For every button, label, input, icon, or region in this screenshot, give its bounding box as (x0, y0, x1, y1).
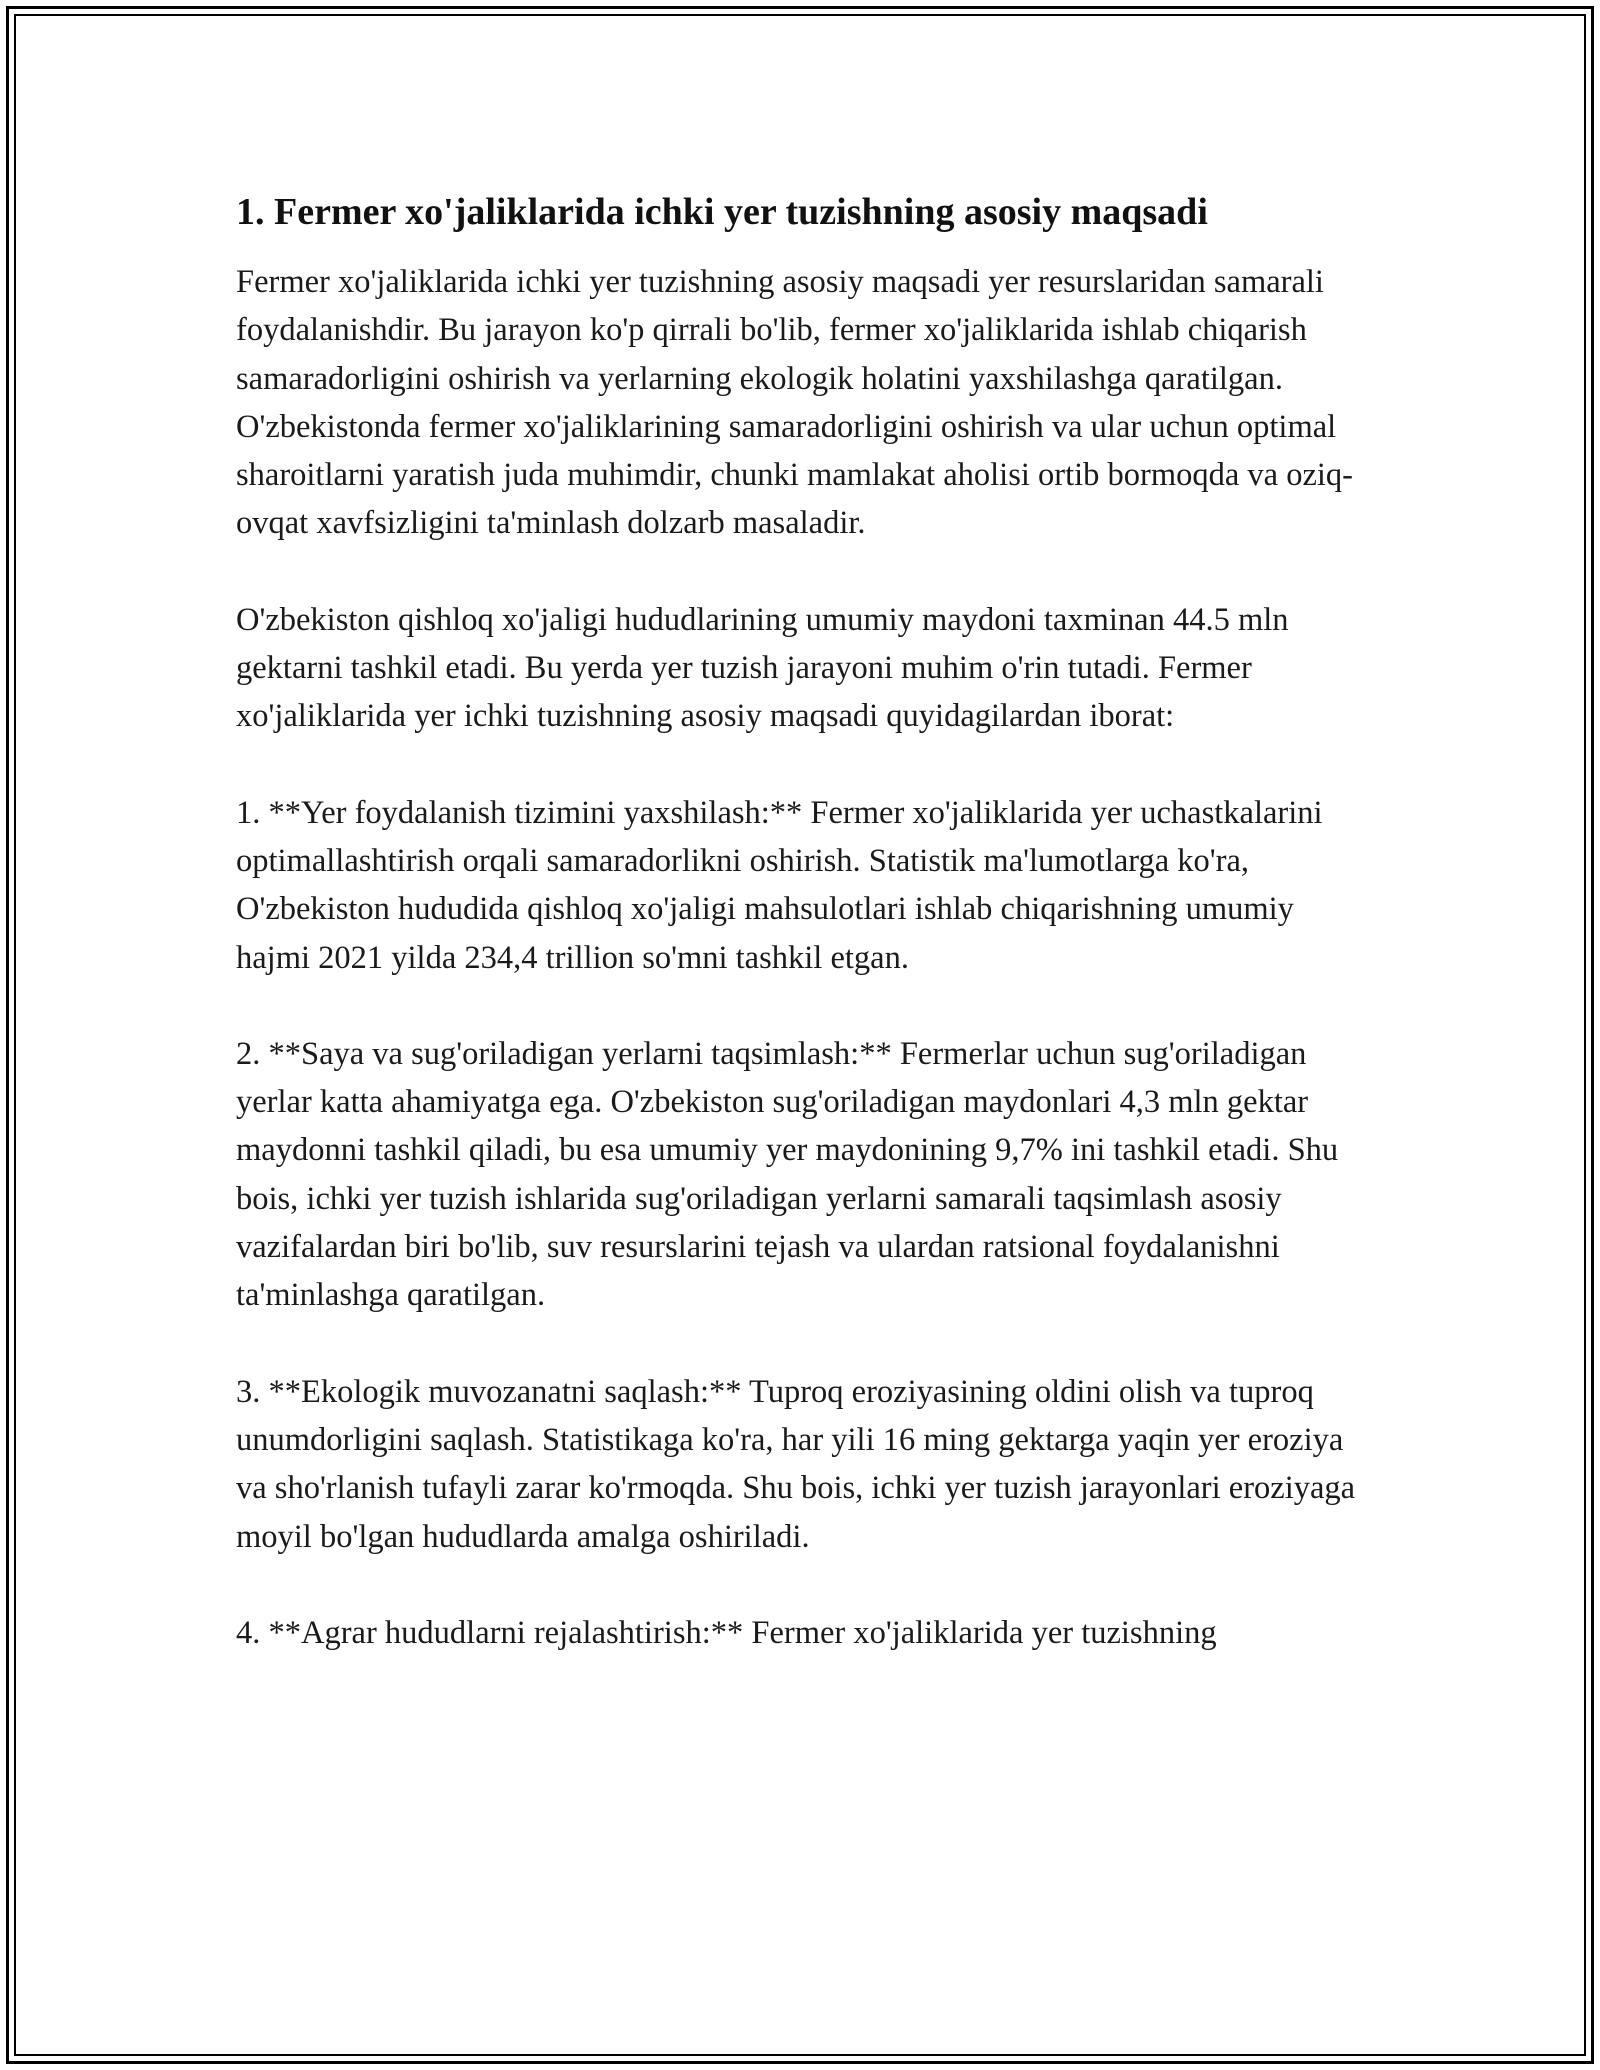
list-item-3: 3. **Ekologik muvozanatni saqlash:** Tuproq eroziyasining oldini olish va tuproq unumdorligini saqlash. Statistikaga ko'ra, har yili 16 ming gektarga yaqin yer eroziya va sho'rlanish tufayli zarar ko'rmoqda. Shu bois, ichki yer tuzish jarayonlari eroziyaga moyil bo'lgan hududlarda amalga oshiriladi. (236, 1373, 1356, 1555)
document-body (236, 186, 1366, 1705)
section-heading: 1. Fermer xo'jaliklarida ichki yer tuzishning asosiy maqsadi (236, 191, 1208, 233)
paragraph-area: O'zbekiston qishloq xo'jaligi hududlarining umumiy maydoni taxminan 44.5 mln gektarni tashkil etadi. Bu yerda yer tuzish jarayoni muhim o'rin tutadi. Fermer xo'jaliklarida yer ichki tuzishning asosiy maqsadi quyidagilardan iborat: (236, 601, 1289, 735)
paragraph-intro: Fermer xo'jaliklarida ichki yer tuzishning asosiy maqsadi yer resurslaridan samarali foydalanishdir. Bu jarayon ko'p qirrali bo'lib, fermer xo'jaliklarida ishlab chiqarish samaradorligini oshirish va yerlarning ekologik holatini yaxshilashga qaratilgan. O'zbekistonda fermer xo'jaliklarining samaradorligini oshirish va ular uchun optimal sharoitlarni yaratish juda muhimdir, chunki mamlakat aholisi ortib bormoqda va oziq-ovqat xavfsizligini ta'minlash dolzarb masaladir. (236, 264, 1353, 542)
list-item-2: 2. **Saya va sug'oriladigan yerlarni taqsimlash:** Fermerlar uchun sug'oriladigan yerlar katta ahamiyatga ega. O'zbekiston sug'oriladigan maydonlari 4,3 mln gektar maydonni tashkil qiladi, bu esa umumiy yer maydonining 9,7% ini tashkil etadi. Shu bois, ichki yer tuzish ishlarida sug'oriladigan yerlarni samarali taqsimlash asosiy vazifalardan biri bo'lib, suv resurslarini tejash va ulardan ratsional foydalanishni ta'minlashga qaratilgan. (236, 1035, 1339, 1314)
list-item-4: 4. **Agrar hududlarni rejalashtirish:** Fermer xo'jaliklarida yer tuzishning (236, 1614, 1217, 1651)
list-item-1: 1. **Yer foydalanish tizimini yaxshilash:** Fermer xo'jaliklarida yer uchastkalarini optimallashtirish orqali samaradorlikni oshirish. Statistik ma'lumotlarga ko'ra, O'zbekiston hududida qishloq xo'jaligi mahsulotlari ishlab chiqarishning umumiy hajmi 2021 yilda 234,4 trillion so'mni tashkil etgan. (236, 794, 1323, 976)
